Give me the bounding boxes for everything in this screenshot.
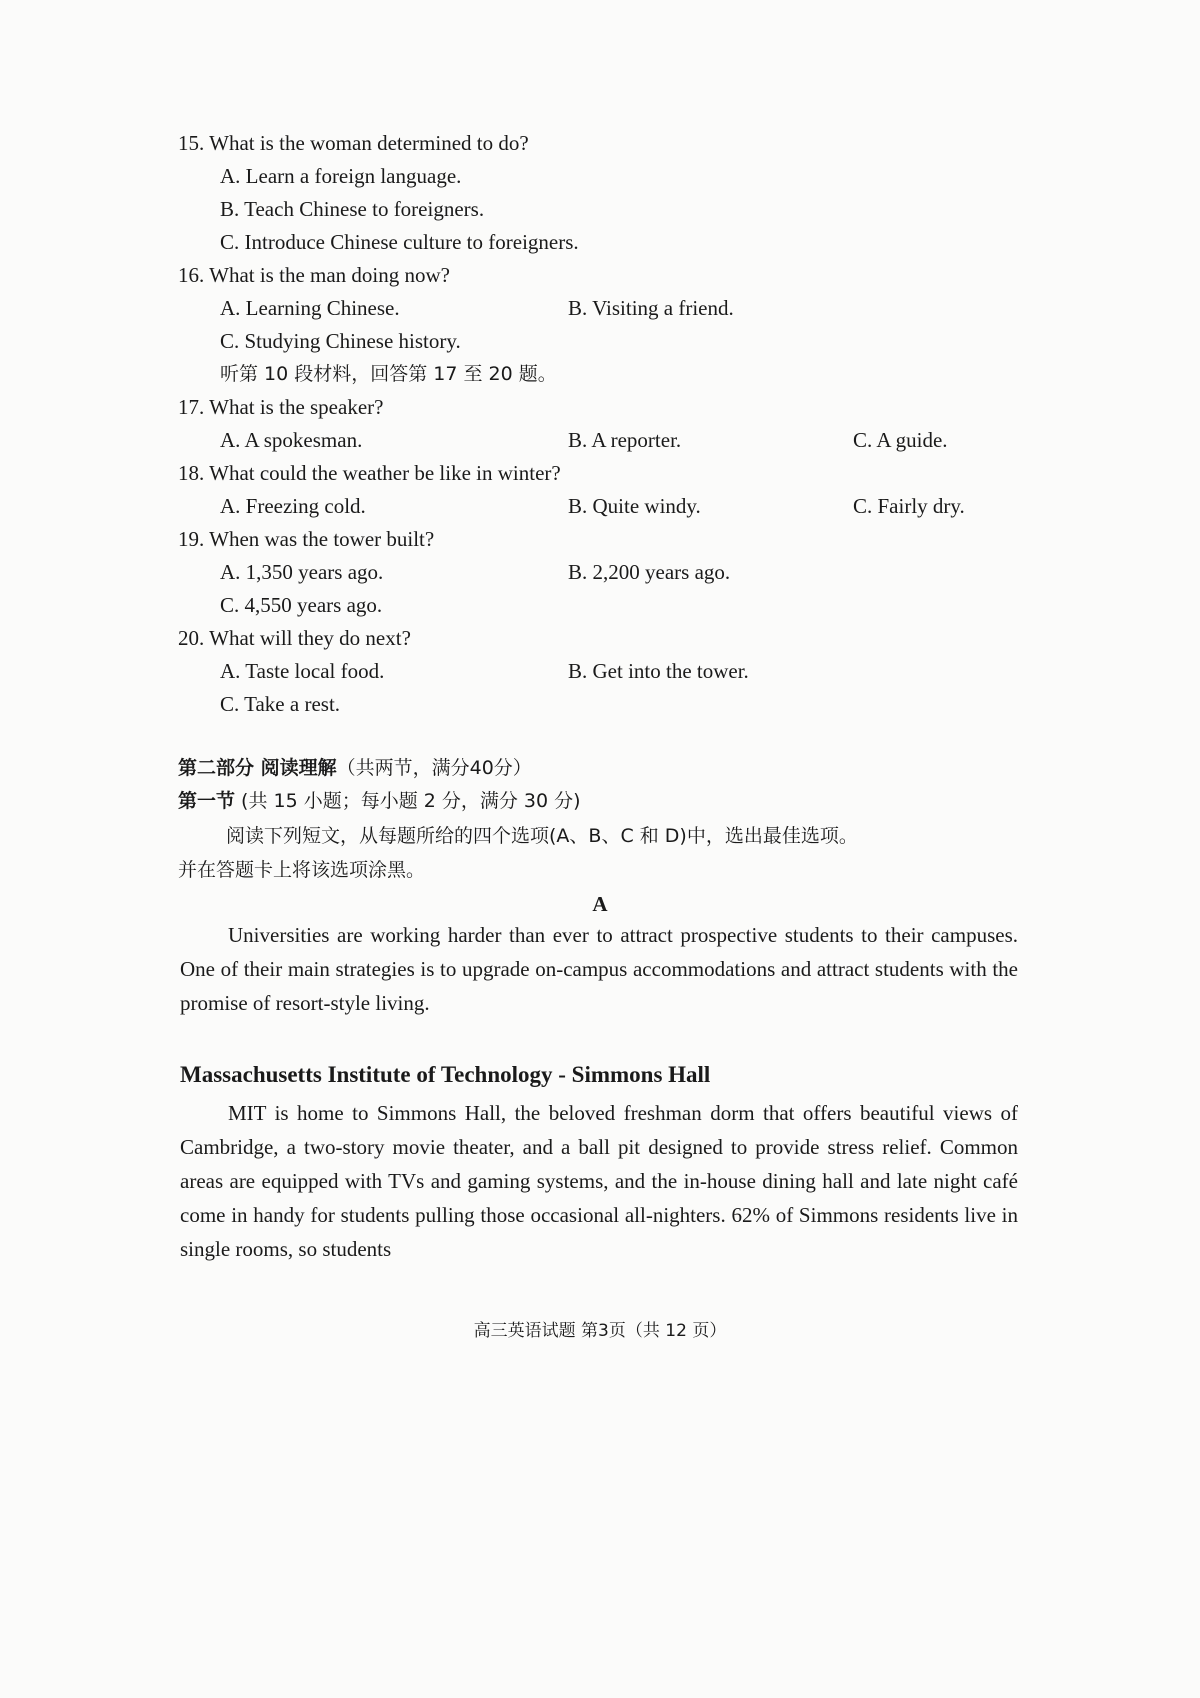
question-20: 20. What will they do next? [178,626,411,650]
q17-option-c: C. A guide. [853,428,948,452]
section1-title: 第一节 [178,790,236,812]
q15-option-c: C. Introduce Chinese culture to foreigners. [220,230,579,254]
passage-label: A [592,892,608,916]
section1-note: (共 15 小题；每小题 2 分，满分 30 分) [235,790,581,812]
question-15: 15. What is the woman determined to do? [178,131,529,155]
part2-header [178,753,532,783]
q20-option-a: A. Taste local food. [220,659,385,683]
q20-option-b: B. Get into the tower. [568,659,749,683]
q19-option-b: B. 2,200 years ago. [568,560,731,584]
part2-title-note: （共两节，满分40分） [336,757,532,779]
q17-option-b: B. A reporter. [568,428,682,452]
q18-option-b: B. Quite windy. [568,494,701,518]
reading-instruction-line2: 并在答题卡上将该选项涂黑。 [178,859,426,881]
q17-option-a: A. A spokesman. [220,428,363,452]
q18-option-a: A. Freezing cold. [220,494,366,518]
question-19: 19. When was the tower built? [178,527,435,551]
part2-title: 第二部分 阅读理解 [178,757,337,779]
passage-body-text: MIT is home to Simmons Hall, the beloved freshman dorm that offers beautiful views of Cambridge, a two-story movie theater, and a ball pit designed to provide stress relief. Common areas are equipped with TVs and gaming systems, and the in-house dining hall and late night café come in handy for students pulling those occasional all-nighters. 62% of Simmons residents live in single rooms, so students [180,1101,1018,1261]
passage-body [180,1096,1018,1266]
passage-heading: Massachusetts Institute of Technology - Simmons Hall [180,1062,711,1087]
q19-option-c: C. 4,550 years ago. [220,593,383,617]
section1-header [178,786,581,816]
q18-option-c: C. Fairly dry. [853,494,965,518]
q16-option-b: B. Visiting a friend. [568,296,734,320]
q16-option-c: C. Studying Chinese history. [220,329,461,353]
passage-intro [180,918,1018,1020]
q16-option-a: A. Learning Chinese. [220,296,400,320]
listening-instruction: 听第 10 段材料，回答第 17 至 20 题。 [220,363,557,385]
q20-option-c: C. Take a rest. [220,692,341,716]
q15-option-a: A. Learn a foreign language. [220,164,462,188]
q15-option-b: B. Teach Chinese to foreigners. [220,197,485,221]
page-footer: 高三英语试题 第3页（共 12 页） [473,1321,727,1341]
question-18: 18. What could the weather be like in winter? [178,461,561,485]
question-16: 16. What is the man doing now? [178,263,450,287]
q19-option-a: A. 1,350 years ago. [220,560,384,584]
reading-instruction-line1: 阅读下列短文，从每题所给的四个选项(A、B、C 和 D)中，选出最佳选项。 [226,825,858,847]
passage-intro-text: Universities are working harder than ever to attract prospective students to their campuses. One of their main strategies is to upgrade on-campus accommodations and attract students with the promise of resort-style living. [180,923,1018,1015]
question-17: 17. What is the speaker? [178,395,384,419]
